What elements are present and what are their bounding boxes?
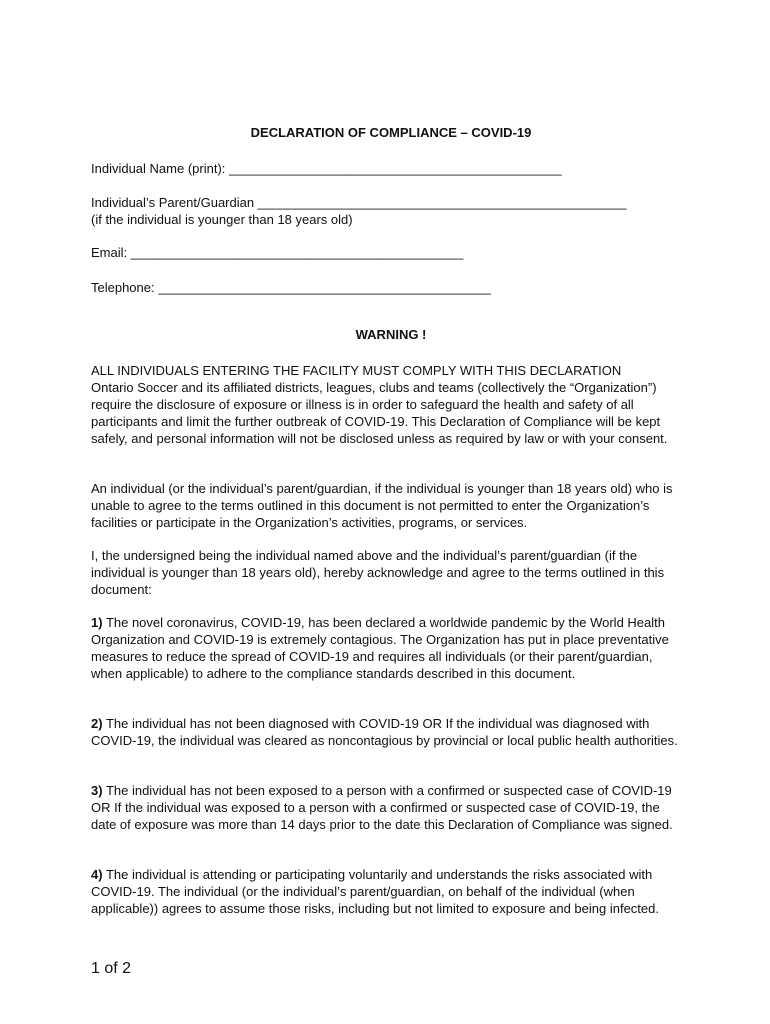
item-text: The individual is attending or participating voluntarily and understands the risks associated with COVID-19. The individual (or the individual’s parent/guardian, on behalf of the individual (when applicable)) agrees to assume those risks, including but not limited to exposure and being infected. (91, 867, 659, 916)
intro-body: Ontario Soccer and its affiliated districts, leagues, clubs and teams (collectively the “Organization”) require the disclosure of exposure or illness is in order to safeguard the health and safety of all participants and limit the further outbreak of COVID-19. This Declaration of Compliance will be kept safely, and personal information will not be disclosed unless as required by law or with your consent. (91, 380, 668, 446)
intro-paragraph (91, 362, 683, 447)
item-text: The novel coronavirus, COVID-19, has been declared a worldwide pandemic by the World Health Organization and COVID-19 is extremely contagious. The Organization has put in place preventative measures to reduce the spread of COVID-19 and requires all individuals (or their parent/guardian, when applicable) to adhere to the compliance standards described in this document. (91, 615, 669, 681)
item-number: 1) (91, 615, 103, 630)
item-3 (91, 782, 683, 833)
item-2 (91, 715, 683, 749)
intro-heading: ALL INDIVIDUALS ENTERING THE FACILITY MUST COMPLY WITH THIS DECLARATION (91, 363, 622, 378)
item-4 (91, 866, 683, 917)
page-number: 1 of 2 (91, 960, 132, 977)
email-field[interactable]: Email: ______________________________________________ (91, 245, 464, 260)
item-number: 2) (91, 716, 103, 731)
guardian-field[interactable]: Individual’s Parent/Guardian ___________________________________________________ (91, 195, 627, 210)
unable-paragraph: An individual (or the individual’s parent/guardian, if the individual is younger than 18 years old) who is unable to agree to the terms outlined in this document is not permitted to enter the Organization’s facilities or participate in the Organization’s activities, programs, or services. (91, 481, 673, 530)
telephone-field[interactable]: Telephone: ______________________________________________ (91, 280, 491, 295)
name-field[interactable]: Individual Name (print): ______________________________________________ (91, 161, 562, 176)
undersigned-paragraph: I, the undersigned being the individual named above and the individual’s parent/guardian (if the individual is younger than 18 years old), hereby acknowledge and agree to the terms outlined in this document: (91, 548, 665, 597)
item-text: The individual has not been diagnosed with COVID-19 OR If the individual was diagnosed with COVID-19, the individual was cleared as noncontagious by provincial or local public health authorities. (91, 716, 678, 748)
guardian-note: (if the individual is younger than 18 years old) (91, 212, 353, 227)
document-title: DECLARATION OF COMPLIANCE – COVID-19 (250, 125, 532, 140)
item-text: The individual has not been exposed to a person with a confirmed or suspected case of COVID-19 OR If the individual was exposed to a person with a confirmed or suspected case of COVID-19, the date of exposure was more than 14 days prior to the date this Declaration of Compliance was signed. (91, 783, 673, 832)
warning-heading: WARNING ! (355, 327, 427, 342)
item-number: 3) (91, 783, 103, 798)
item-1 (91, 614, 683, 682)
item-number: 4) (91, 867, 103, 882)
